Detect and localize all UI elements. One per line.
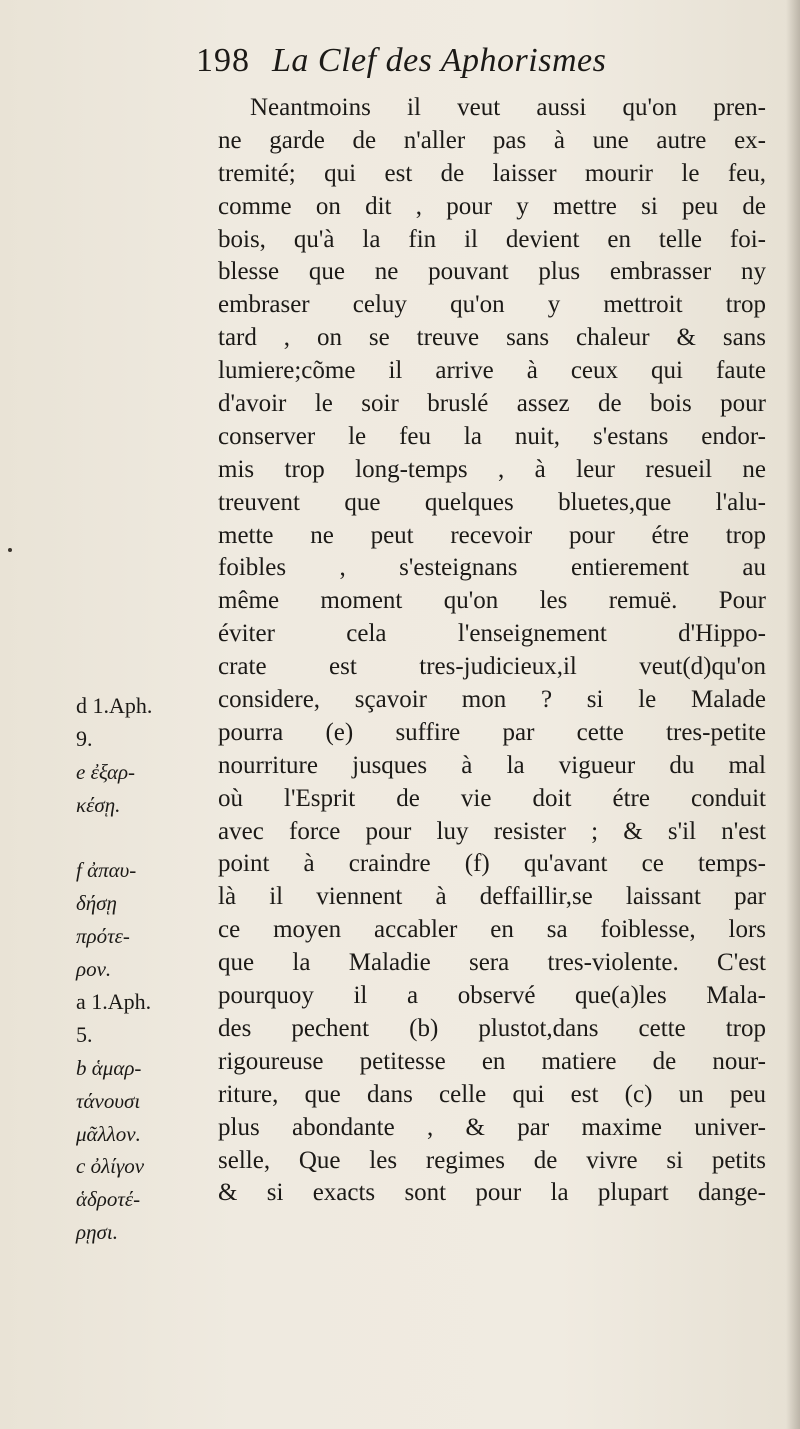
- text-line: avec force pour luy resister ; & s'il n'est: [218, 817, 766, 845]
- margin-note: ἁδροτέ-: [76, 1187, 141, 1212]
- ink-speck: [8, 548, 12, 552]
- text-line: crate est tres-judicieux,il veut(d)qu'on: [218, 653, 766, 681]
- text-line: tard , on se treuve sans chaleur & sans: [218, 324, 766, 352]
- text-line: blesse que ne pouvant plus embrasser ny: [218, 258, 766, 286]
- page-header: [196, 42, 756, 98]
- text-line: tremité; qui est de laisser mourir le feu,: [218, 159, 766, 187]
- text-line: Neantmoins il veut aussi qu'on pren-: [250, 94, 766, 121]
- text-line: mette ne peut recevoir pour étre trop: [218, 521, 766, 549]
- page-edge-shadow: [786, 0, 800, 1429]
- text-line: selle, Que les regimes de vivre si petits: [218, 1146, 766, 1174]
- text-line: mis trop long-temps , à leur resueil ne: [218, 455, 766, 483]
- text-line: plus abondante , & par maxime univer-: [218, 1113, 766, 1141]
- text-line: point à craindre (f) qu'avant ce temps-: [218, 850, 766, 878]
- text-line: & si exacts sont pour la plupart dange-: [218, 1179, 766, 1207]
- running-title: La Clef des Aphorismes: [272, 42, 607, 79]
- text-line: pourra (e) suffire par cette tres-petite: [218, 718, 766, 746]
- text-line: riture, que dans celle qui est (c) un peu: [218, 1080, 766, 1108]
- text-line: treuvent que quelques bluetes,que l'alu-: [218, 488, 766, 516]
- text-line: d'avoir le soir bruslé assez de bois pour: [218, 390, 766, 418]
- text-line: foibles , s'esteignans entierement au: [218, 554, 766, 582]
- text-line: conserver le feu la nuit, s'estans endor-: [218, 422, 766, 450]
- text-line: des pechent (b) plustot,dans cette trop: [218, 1014, 766, 1042]
- margin-note: κέσῃ.: [76, 792, 121, 817]
- margin-note: δήσῃ: [76, 891, 117, 916]
- margin-note: μᾶλλον.: [76, 1121, 141, 1146]
- text-line: nourriture jusques à la vigueur du mal: [218, 751, 766, 779]
- body-text: [218, 92, 766, 1210]
- margin-note: 5.: [76, 1021, 93, 1047]
- text-line: éviter cela l'enseignement d'Hippo-: [218, 620, 766, 648]
- margin-note: ρῃσι.: [76, 1220, 118, 1245]
- margin-note: c ὀλίγον: [76, 1154, 145, 1179]
- text-line: que la Maladie sera tres-violente. C'est: [218, 949, 766, 977]
- text-line: comme on dit , pour y mettre si peu de: [218, 192, 766, 220]
- margin-note: πρότε-: [76, 924, 130, 949]
- text-line: même moment qu'on les remuë. Pour: [218, 587, 766, 615]
- margin-note: τάνουσι: [76, 1088, 141, 1113]
- margin-note: e ἐξαρ-: [76, 759, 136, 784]
- margin-notes: [76, 690, 206, 1249]
- text-line: bois, qu'à la fin il devient en telle foi-: [218, 225, 766, 253]
- text-line: où l'Esprit de vie doit étre conduit: [218, 784, 766, 812]
- text-line: rigoureuse petitesse en matiere de nour-: [218, 1047, 766, 1075]
- text-line: ce moyen accabler en sa foiblesse, lors: [218, 916, 766, 944]
- margin-note-spacer: [76, 822, 206, 855]
- margin-note: d 1.Aph.: [76, 693, 153, 718]
- text-line: embraser celuy qu'on y mettroit trop: [218, 291, 766, 319]
- text-line: considere, sçavoir mon ? si le Malade: [218, 686, 766, 714]
- text-line: ne garde de n'aller pas à une autre ex-: [218, 126, 766, 154]
- margin-note: b ἁμαρ-: [76, 1055, 142, 1080]
- margin-note: ρον.: [76, 957, 112, 982]
- text-line: là il viennent à deffaillir,se laissant par: [218, 883, 766, 911]
- page-number: 198: [196, 42, 250, 79]
- margin-note: 9.: [76, 725, 93, 751]
- margin-note: a 1.Aph.: [76, 989, 152, 1015]
- text-line: pourquoy il a observé que(a)les Mala-: [218, 982, 766, 1010]
- text-line: lumiere;cõme il arrive à ceux qui faute: [218, 357, 766, 385]
- margin-note: f ἀπαυ-: [76, 858, 137, 883]
